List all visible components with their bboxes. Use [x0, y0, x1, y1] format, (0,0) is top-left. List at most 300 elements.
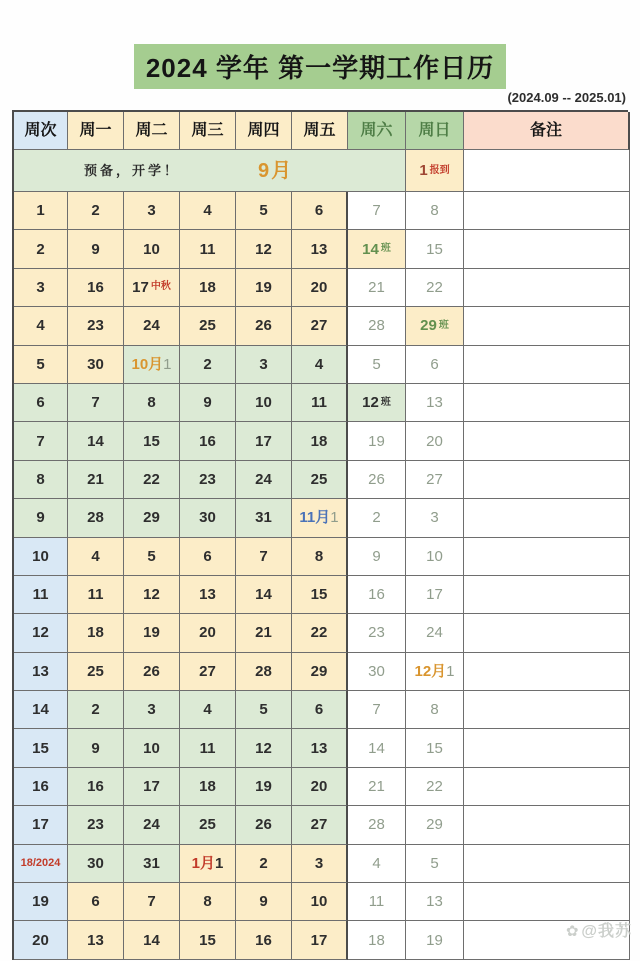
header-cell-thu [236, 112, 292, 150]
day-cell [68, 192, 124, 230]
day-cell [124, 269, 180, 307]
paw-logo-icon: ✿ [565, 923, 580, 940]
day-text: 31 [255, 509, 272, 527]
week-number: 18/2024 [20, 856, 61, 869]
day-cell [406, 921, 464, 959]
header-label: 周六 [360, 121, 393, 139]
day-cell [68, 307, 124, 345]
day-text: 4 [203, 701, 212, 719]
day-cell [236, 269, 292, 307]
day-text: 18 [87, 624, 104, 642]
day-text: 1 [215, 854, 224, 872]
day-text: 26 [255, 317, 272, 335]
day-text: 11 [199, 240, 216, 258]
day-text: 22 [426, 778, 443, 796]
week-number-cell [14, 883, 68, 921]
day-text: 6 [203, 547, 212, 565]
day-text: 10 [143, 739, 160, 757]
week-number: 20 [32, 931, 49, 949]
day-cell [236, 729, 292, 767]
day-text: 27 [310, 816, 328, 834]
day-text: 30 [87, 854, 104, 872]
day-text: 13 [310, 240, 328, 258]
day-text: 7 [147, 893, 156, 911]
day-text: 17 [132, 278, 149, 296]
day-text: 17 [310, 931, 328, 949]
day-cell [348, 307, 406, 345]
day-text: 1 [446, 662, 455, 680]
day-cell [348, 192, 406, 230]
week-number: 1 [36, 202, 45, 220]
day-text: 29 [420, 317, 437, 335]
day-text: 6 [430, 355, 439, 373]
day-cell [68, 538, 124, 576]
header-label: 周三 [191, 121, 224, 139]
day-text: 26 [255, 816, 272, 834]
day-text: 11月 [299, 509, 331, 527]
day-cell [406, 499, 464, 537]
header-cell-fri [292, 112, 348, 150]
day-cell [180, 269, 236, 307]
week-number-cell [14, 729, 68, 767]
day-cell [348, 729, 406, 767]
day-cell [180, 576, 236, 614]
day-cell [348, 384, 406, 422]
day-cell [406, 806, 464, 844]
note-cell [464, 806, 630, 844]
day-text: 5 [259, 202, 268, 220]
day-text: 26 [143, 662, 160, 680]
day-cell [406, 384, 464, 422]
day-text: 23 [199, 470, 216, 488]
day-text: 7 [372, 701, 381, 719]
day-text: 3 [314, 854, 324, 872]
day-cell [124, 729, 180, 767]
day-text: 报到 [429, 164, 450, 176]
day-text: 10月 [131, 355, 164, 373]
week-number-cell [14, 346, 68, 384]
day-cell [236, 653, 292, 691]
day-text: 11 [199, 739, 216, 757]
day-cell [180, 614, 236, 652]
note-cell [464, 653, 630, 691]
day-cell [292, 538, 348, 576]
day-text: 1 [330, 509, 339, 527]
day-cell [68, 499, 124, 537]
day-text: 17 [143, 778, 160, 796]
day-text: 29 [310, 662, 328, 680]
day-text: 10 [310, 893, 328, 911]
day-text: 20 [310, 278, 328, 296]
day-cell [236, 307, 292, 345]
day-text: 9 [372, 547, 381, 565]
day-text: 25 [87, 662, 104, 680]
day-text: 1月 [191, 854, 215, 872]
day-cell [124, 422, 180, 460]
day-cell [124, 192, 180, 230]
day-cell [124, 538, 180, 576]
day-text: 班 [438, 319, 449, 331]
day-cell [68, 269, 124, 307]
day-text: 4 [314, 355, 324, 373]
day-text: 28 [368, 317, 385, 335]
day-text: 12 [143, 586, 160, 604]
day-text: 13 [310, 739, 328, 757]
day-cell [406, 269, 464, 307]
day-text: 30 [368, 662, 385, 680]
day-text: 1 [419, 162, 428, 179]
note-cell [464, 883, 630, 921]
day-text: 8 [147, 394, 156, 412]
day-text: 9 [259, 893, 268, 911]
note-cell [464, 230, 630, 268]
day-cell [292, 192, 348, 230]
day-text: 27 [199, 662, 216, 680]
day-cell [180, 653, 236, 691]
day-text: 23 [87, 816, 104, 834]
day-cell [68, 921, 124, 959]
day-text: 2 [91, 202, 100, 220]
day-text: 8 [203, 893, 212, 911]
day-cell [236, 461, 292, 499]
day-text: 18 [199, 778, 216, 796]
day-cell [124, 921, 180, 959]
day-text: 11 [87, 586, 104, 604]
day-text: 16 [199, 432, 216, 450]
day-cell [68, 461, 124, 499]
day-cell [68, 691, 124, 729]
header-cell-mon [68, 112, 124, 150]
note-cell [464, 307, 630, 345]
week-number: 19 [32, 893, 49, 911]
day-cell [406, 768, 464, 806]
day-text: 22 [310, 624, 328, 642]
day-text: 25 [199, 816, 216, 834]
day-text: 24 [143, 816, 160, 834]
day-cell [348, 806, 406, 844]
day-text: 16 [255, 931, 272, 949]
day-text: 15 [426, 240, 443, 258]
day-cell [348, 461, 406, 499]
day-cell [406, 614, 464, 652]
day-cell [180, 192, 236, 230]
week-number-cell [14, 269, 68, 307]
day-text: 11 [368, 893, 385, 911]
week-number-cell [14, 768, 68, 806]
week-number: 12 [32, 624, 49, 642]
day-cell [68, 653, 124, 691]
day-cell [180, 538, 236, 576]
day-text: 班 [380, 396, 391, 408]
week-number-cell [14, 307, 68, 345]
day-text: 27 [310, 317, 328, 335]
day-text: 18 [368, 931, 385, 949]
note-cell [464, 269, 630, 307]
header-label: 周一 [79, 121, 112, 139]
day-cell [236, 230, 292, 268]
week-number: 13 [32, 662, 49, 680]
day-cell [292, 653, 348, 691]
day-cell [292, 768, 348, 806]
day-text: 7 [372, 202, 381, 220]
title-wrap [0, 44, 640, 89]
day-text: 20 [310, 778, 328, 796]
day-cell [236, 845, 292, 883]
note-cell [464, 346, 630, 384]
day-cell [348, 538, 406, 576]
day-cell [348, 768, 406, 806]
header-cell-notes [464, 112, 630, 150]
week-number-cell [14, 653, 68, 691]
day-cell [292, 806, 348, 844]
day-cell [124, 384, 180, 422]
day-cell [406, 576, 464, 614]
header-cell-tue [124, 112, 180, 150]
day-cell [180, 883, 236, 921]
note-cell [464, 729, 630, 767]
day-cell [236, 346, 292, 384]
week-number-cell [14, 422, 68, 460]
day-cell [68, 768, 124, 806]
header-cell-sun [406, 112, 464, 150]
day-cell [348, 883, 406, 921]
day-text: 6 [91, 893, 100, 911]
day-cell [348, 499, 406, 537]
header-cell-sat [348, 112, 406, 150]
day-cell [292, 883, 348, 921]
day-text: 25 [310, 470, 328, 488]
day-text: 3 [147, 202, 156, 220]
day-cell [348, 653, 406, 691]
day-text: 5 [147, 547, 156, 565]
day-text: 28 [255, 662, 272, 680]
day-cell [348, 230, 406, 268]
day-cell [68, 614, 124, 652]
week-number: 2 [36, 240, 45, 258]
day-text: 20 [426, 432, 443, 450]
day-cell [348, 576, 406, 614]
note-cell [464, 192, 630, 230]
week-number-cell [14, 845, 68, 883]
day-text: 7 [91, 394, 100, 412]
day-cell [180, 499, 236, 537]
day-text: 12 [255, 739, 272, 757]
day-text: 14 [255, 586, 272, 604]
day-text: 21 [87, 470, 104, 488]
day-text: 10 [426, 547, 443, 565]
day-cell [124, 576, 180, 614]
day-text: 19 [255, 278, 272, 296]
week-number: 8 [36, 470, 45, 488]
day-text: 12月 [414, 662, 447, 680]
day-text: 11 [311, 394, 327, 412]
day-text: 8 [430, 202, 439, 220]
day-cell [406, 653, 464, 691]
week-number: 6 [36, 394, 45, 412]
day-text: 9 [91, 739, 100, 757]
day-cell [292, 422, 348, 460]
day-text: 16 [87, 778, 104, 796]
week-number-cell [14, 921, 68, 959]
note-cell [464, 499, 630, 537]
day-cell [236, 384, 292, 422]
day-text: 4 [372, 854, 381, 872]
day-cell [292, 384, 348, 422]
header-label: 周四 [247, 121, 280, 139]
header-label: 周五 [303, 121, 336, 139]
day-text: 3 [147, 701, 156, 719]
week-number-cell [14, 806, 68, 844]
day-cell [124, 883, 180, 921]
week-number: 11 [32, 586, 49, 604]
day-cell [180, 806, 236, 844]
day-cell [180, 729, 236, 767]
day-cell [406, 883, 464, 921]
header-label: 备注 [529, 121, 562, 139]
day-text: 19 [143, 624, 160, 642]
week-number: 3 [36, 278, 45, 296]
day-cell [124, 230, 180, 268]
week-number: 9 [36, 509, 45, 527]
day-text: 12 [255, 240, 272, 258]
day-cell [68, 576, 124, 614]
week-number-cell [14, 230, 68, 268]
day-cell-registration [406, 150, 464, 192]
day-text: 19 [255, 778, 272, 796]
day-cell [124, 499, 180, 537]
day-cell [124, 307, 180, 345]
semester-start-label: 预备，开学！ [84, 163, 181, 178]
day-text: 7 [259, 547, 268, 565]
day-text: 21 [255, 624, 272, 642]
day-cell [236, 499, 292, 537]
day-text: 5 [259, 701, 268, 719]
day-cell [68, 230, 124, 268]
day-cell [292, 461, 348, 499]
note-cell [464, 461, 630, 499]
day-cell [406, 230, 464, 268]
day-text: 30 [199, 509, 216, 527]
header-cell-wed [180, 112, 236, 150]
day-cell [124, 691, 180, 729]
day-cell [124, 806, 180, 844]
day-cell [68, 845, 124, 883]
day-cell [124, 461, 180, 499]
day-cell [236, 883, 292, 921]
header-label: 周二 [135, 121, 168, 139]
day-cell [236, 192, 292, 230]
day-cell [68, 883, 124, 921]
day-text: 19 [368, 432, 385, 450]
day-text: 25 [199, 317, 216, 335]
day-text: 23 [87, 317, 104, 335]
day-cell [68, 384, 124, 422]
day-cell [180, 845, 236, 883]
day-cell [236, 806, 292, 844]
note-cell [464, 576, 630, 614]
day-text: 中秋 [150, 281, 171, 293]
day-cell [236, 576, 292, 614]
day-cell [124, 768, 180, 806]
day-text: 6 [314, 701, 324, 719]
day-cell [348, 346, 406, 384]
day-cell [292, 614, 348, 652]
day-text: 24 [255, 470, 272, 488]
day-cell [292, 499, 348, 537]
note-cell [464, 845, 630, 883]
day-cell [292, 230, 348, 268]
week-number-cell [14, 192, 68, 230]
day-text: 13 [87, 931, 104, 949]
day-cell [124, 346, 180, 384]
header-label: 周次 [24, 121, 57, 139]
day-cell [348, 845, 406, 883]
week-number: 14 [32, 701, 49, 719]
day-cell [348, 269, 406, 307]
day-text: 16 [368, 586, 385, 604]
calendar-table [12, 110, 628, 960]
day-cell [348, 614, 406, 652]
day-cell [406, 346, 464, 384]
day-cell [406, 691, 464, 729]
day-text: 24 [143, 317, 160, 335]
week-number: 10 [32, 547, 49, 565]
day-cell [292, 845, 348, 883]
day-text: 3 [259, 355, 268, 373]
day-text: 28 [87, 509, 104, 527]
day-cell [180, 768, 236, 806]
day-cell [292, 346, 348, 384]
day-text: 5 [430, 854, 439, 872]
day-text: 13 [426, 893, 443, 911]
note-cell [464, 768, 630, 806]
day-text: 9 [203, 394, 212, 412]
day-text: 28 [368, 816, 385, 834]
week-number: 17 [32, 816, 49, 834]
day-text: 18 [310, 432, 328, 450]
day-text: 15 [426, 739, 443, 757]
day-cell [236, 614, 292, 652]
day-text: 14 [362, 240, 379, 258]
day-cell [68, 422, 124, 460]
day-cell [68, 806, 124, 844]
day-text: 8 [430, 701, 439, 719]
day-text: 4 [91, 547, 100, 565]
header-cell-week [14, 112, 68, 150]
day-text: 17 [255, 432, 272, 450]
day-cell [68, 346, 124, 384]
day-cell [348, 422, 406, 460]
day-cell [406, 729, 464, 767]
day-cell [180, 384, 236, 422]
week-number-cell [14, 461, 68, 499]
week-number-cell [14, 691, 68, 729]
day-text: 15 [143, 432, 160, 450]
day-text: 31 [143, 854, 160, 872]
day-cell [124, 614, 180, 652]
week-number: 7 [36, 432, 45, 450]
week-number: 4 [36, 317, 45, 335]
header-label: 周日 [418, 121, 451, 139]
day-cell [292, 691, 348, 729]
week-number-cell [14, 538, 68, 576]
day-cell [236, 538, 292, 576]
day-text: 14 [87, 432, 104, 450]
day-text: 9 [91, 240, 100, 258]
day-text: 26 [368, 470, 385, 488]
day-text: 5 [372, 355, 381, 373]
day-cell [180, 921, 236, 959]
